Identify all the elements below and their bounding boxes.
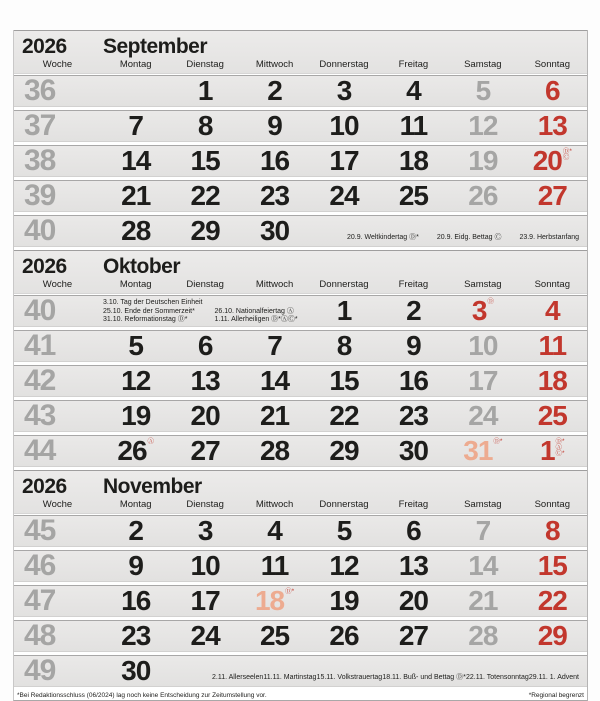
week-number: 44 bbox=[24, 434, 56, 467]
holiday-markers bbox=[556, 439, 565, 457]
day-number: 2 bbox=[128, 515, 143, 546]
day-number: 21 bbox=[259, 400, 290, 431]
day-number: 14 bbox=[121, 145, 151, 176]
week-row bbox=[14, 330, 587, 362]
day-number: 22 bbox=[190, 180, 220, 211]
week-column-header: Woche bbox=[42, 59, 73, 70]
day-number: 20 bbox=[532, 145, 562, 176]
day-number: 15 bbox=[329, 365, 359, 396]
week-row bbox=[14, 515, 587, 547]
day-number: 16 bbox=[398, 365, 428, 396]
day-cell bbox=[101, 181, 170, 211]
year-label: 2026 bbox=[22, 475, 67, 498]
day-cell bbox=[379, 331, 448, 361]
day-cell bbox=[448, 331, 517, 361]
month-header bbox=[14, 30, 587, 74]
day-cell bbox=[309, 516, 378, 546]
holiday-marker-icon: Ⓒ* bbox=[555, 450, 565, 457]
day-header: Dienstag bbox=[186, 59, 224, 70]
day-cell bbox=[101, 146, 170, 176]
month-header bbox=[14, 250, 587, 294]
holiday-marker-icon: Ⓓ* bbox=[493, 438, 503, 445]
day-header: Mittwoch bbox=[255, 59, 294, 70]
day-header: Mittwoch bbox=[255, 279, 294, 290]
day-cell bbox=[518, 111, 587, 141]
holiday-note: 18.11. Buß- und Bettag Ⓓ* bbox=[382, 674, 466, 682]
week-row bbox=[14, 295, 587, 327]
holiday-note: 26.10. Nationalfeiertag Ⓐ bbox=[214, 307, 294, 315]
day-header: Dienstag bbox=[186, 499, 224, 510]
holiday-markers bbox=[487, 299, 494, 305]
month-section-november bbox=[14, 470, 587, 687]
day-header: Freitag bbox=[398, 499, 429, 510]
day-cell bbox=[309, 551, 378, 581]
day-number: 8 bbox=[544, 515, 560, 546]
day-cell bbox=[240, 621, 309, 651]
holiday-notes bbox=[103, 299, 298, 325]
week-number: 45 bbox=[24, 514, 56, 547]
day-number: 12 bbox=[121, 365, 151, 396]
holiday-marker-icon: Ⓐ bbox=[555, 444, 563, 451]
day-number: 9 bbox=[128, 550, 143, 581]
day-cell bbox=[448, 586, 517, 616]
day-number: 18 bbox=[398, 145, 428, 176]
day-number: 26 bbox=[468, 180, 498, 211]
day-cell bbox=[448, 401, 517, 431]
day-number: 7 bbox=[267, 330, 282, 361]
day-cell bbox=[518, 331, 587, 361]
day-cell bbox=[170, 331, 239, 361]
day-cell bbox=[101, 331, 170, 361]
day-number: 28 bbox=[121, 215, 151, 246]
day-number: 15 bbox=[190, 145, 220, 176]
day-number: 9 bbox=[267, 110, 282, 141]
month-name: November bbox=[103, 475, 202, 498]
day-header: Montag bbox=[119, 279, 152, 290]
day-cell bbox=[309, 181, 378, 211]
day-number: 16 bbox=[121, 585, 151, 616]
day-number: 22 bbox=[537, 585, 567, 616]
day-number: 23 bbox=[259, 180, 290, 211]
footer-disclaimer: *Bei Redaktionsschluss (06/2024) lag noch keine Entscheidung zur Zeitumstellung vor. bbox=[17, 691, 267, 699]
day-cell bbox=[170, 551, 239, 581]
day-cell bbox=[379, 76, 448, 106]
day-cell bbox=[101, 516, 170, 546]
day-cell bbox=[170, 436, 239, 466]
day-number: 28 bbox=[468, 620, 498, 651]
day-number: 28 bbox=[259, 435, 290, 466]
day-number: 2 bbox=[267, 75, 282, 106]
day-cell bbox=[518, 76, 587, 106]
week-number: 43 bbox=[24, 399, 56, 432]
day-number: 6 bbox=[544, 75, 560, 106]
day-cell bbox=[379, 146, 448, 176]
week-number: 42 bbox=[24, 364, 56, 397]
day-cell bbox=[309, 366, 378, 396]
month-name: Oktober bbox=[103, 255, 181, 278]
day-header: Sonntag bbox=[534, 499, 570, 510]
holiday-notes bbox=[347, 234, 579, 243]
holiday-note: 22.11. Totensonntag bbox=[465, 674, 529, 682]
day-number: 3 bbox=[471, 295, 487, 326]
month-header bbox=[14, 470, 587, 514]
holiday-note: 23.9. Herbstanfang bbox=[519, 234, 579, 242]
day-cell bbox=[448, 436, 517, 466]
holiday-notes bbox=[212, 674, 579, 683]
day-cell bbox=[448, 146, 517, 176]
day-number: 20 bbox=[190, 400, 220, 431]
day-number: 5 bbox=[128, 330, 143, 361]
day-number: 4 bbox=[267, 515, 282, 546]
day-number: 29 bbox=[537, 620, 567, 651]
day-cell bbox=[448, 621, 517, 651]
day-cell bbox=[170, 516, 239, 546]
day-cell bbox=[379, 296, 448, 326]
week-row bbox=[14, 400, 587, 432]
day-number: 17 bbox=[329, 145, 359, 176]
day-cell bbox=[518, 621, 587, 651]
week-row bbox=[14, 75, 587, 107]
day-cell bbox=[309, 436, 378, 466]
day-number: 12 bbox=[329, 550, 359, 581]
day-cell bbox=[309, 76, 378, 106]
day-cell bbox=[101, 216, 170, 246]
day-number: 8 bbox=[336, 330, 352, 361]
day-number: 11 bbox=[538, 330, 567, 361]
calendar-footer bbox=[14, 690, 587, 700]
day-cell bbox=[101, 551, 170, 581]
day-cell bbox=[101, 436, 170, 466]
day-cell bbox=[518, 296, 587, 326]
day-number: 7 bbox=[475, 515, 491, 546]
day-number: 10 bbox=[468, 330, 498, 361]
day-cell bbox=[448, 76, 517, 106]
day-cell bbox=[448, 366, 517, 396]
month-header-top bbox=[14, 251, 587, 279]
day-cell bbox=[240, 436, 309, 466]
holiday-marker-icon: Ⓓ* bbox=[562, 148, 572, 155]
day-cell bbox=[518, 436, 587, 466]
day-cell bbox=[240, 366, 309, 396]
day-number: 11 bbox=[260, 550, 289, 581]
day-cell bbox=[379, 551, 448, 581]
day-header-row bbox=[14, 59, 587, 70]
day-cell bbox=[170, 146, 239, 176]
holiday-markers bbox=[285, 589, 294, 595]
day-number: 30 bbox=[259, 215, 290, 246]
week-row bbox=[14, 145, 587, 177]
day-number: 25 bbox=[537, 400, 567, 431]
day-cell bbox=[170, 401, 239, 431]
day-cell bbox=[240, 401, 309, 431]
day-cell bbox=[101, 366, 170, 396]
day-number: 27 bbox=[398, 620, 428, 651]
three-month-calendar bbox=[13, 30, 588, 701]
day-number: 11 bbox=[399, 110, 428, 141]
day-cell bbox=[448, 516, 517, 546]
day-header: Montag bbox=[119, 499, 152, 510]
day-number: 31 bbox=[463, 435, 493, 466]
day-number: 26 bbox=[117, 435, 147, 466]
week-column-header: Woche bbox=[42, 279, 73, 290]
holiday-note: 11.11. Martinstag bbox=[263, 674, 317, 682]
day-number: 17 bbox=[190, 585, 220, 616]
day-cell bbox=[518, 551, 587, 581]
day-number: 14 bbox=[468, 550, 498, 581]
holiday-note: 20.9. Eidg. Bettag Ⓒ bbox=[436, 234, 502, 242]
holiday-marker-icon: Ⓓ* bbox=[285, 588, 295, 595]
day-cell bbox=[101, 621, 170, 651]
day-number: 10 bbox=[329, 110, 359, 141]
day-cell bbox=[379, 436, 448, 466]
day-number: 17 bbox=[468, 365, 498, 396]
day-number: 24 bbox=[190, 620, 220, 651]
day-number: 9 bbox=[406, 330, 421, 361]
day-cell bbox=[518, 586, 587, 616]
week-number: 46 bbox=[24, 549, 56, 582]
day-number: 21 bbox=[468, 585, 498, 616]
day-number: 13 bbox=[537, 110, 567, 141]
holiday-marker-icon: Ⓐ bbox=[147, 438, 155, 445]
day-cell bbox=[518, 516, 587, 546]
day-header: Dienstag bbox=[186, 279, 224, 290]
week-column-header: Woche bbox=[42, 499, 73, 510]
week-row bbox=[14, 620, 587, 652]
day-header: Freitag bbox=[398, 279, 429, 290]
holiday-notes-column bbox=[215, 308, 298, 325]
day-number: 18 bbox=[254, 585, 285, 616]
day-number: 7 bbox=[128, 110, 143, 141]
day-number: 3 bbox=[197, 515, 213, 546]
day-cell bbox=[309, 401, 378, 431]
week-row bbox=[14, 550, 587, 582]
holiday-note: 1.11. Allerheiligen Ⓓ*ⒶⒸ* bbox=[214, 316, 298, 324]
day-number: 8 bbox=[197, 110, 213, 141]
day-cell bbox=[240, 181, 309, 211]
day-cell bbox=[240, 551, 309, 581]
day-number: 3 bbox=[336, 75, 352, 106]
day-number: 30 bbox=[121, 655, 151, 686]
day-number: 25 bbox=[398, 180, 428, 211]
week-number: 41 bbox=[24, 329, 56, 362]
day-cell bbox=[309, 146, 378, 176]
month-header-top bbox=[14, 471, 587, 499]
day-number: 12 bbox=[468, 110, 498, 141]
day-number: 26 bbox=[329, 620, 359, 651]
day-header: Montag bbox=[119, 59, 152, 70]
day-cell bbox=[170, 366, 239, 396]
holiday-note: 31.10. Reformationstag Ⓓ* bbox=[103, 316, 188, 324]
day-header: Samstag bbox=[464, 59, 502, 70]
holiday-marker-icon: Ⓓ bbox=[487, 298, 494, 305]
day-cell bbox=[309, 621, 378, 651]
week-row bbox=[14, 655, 587, 687]
day-header-row bbox=[14, 279, 587, 290]
day-number: 22 bbox=[329, 400, 359, 431]
holiday-marker-icon: Ⓓ* bbox=[555, 438, 565, 445]
day-header: Donnerstag bbox=[319, 59, 369, 70]
day-cell bbox=[448, 551, 517, 581]
day-cell bbox=[448, 296, 517, 326]
day-number: 23 bbox=[398, 400, 428, 431]
holiday-marker-icon: Ⓒ bbox=[562, 154, 570, 161]
day-header: Donnerstag bbox=[319, 279, 369, 290]
day-cell bbox=[240, 146, 309, 176]
day-cell bbox=[518, 181, 587, 211]
holiday-markers bbox=[493, 439, 502, 445]
day-cell bbox=[309, 111, 378, 141]
day-number: 13 bbox=[398, 550, 428, 581]
day-number: 1 bbox=[336, 295, 352, 326]
day-header: Sonntag bbox=[534, 59, 570, 70]
week-number: 38 bbox=[24, 144, 56, 177]
day-header: Samstag bbox=[464, 499, 502, 510]
week-row bbox=[14, 180, 587, 212]
day-number: 27 bbox=[190, 435, 220, 466]
day-cell bbox=[240, 76, 309, 106]
year-label: 2026 bbox=[22, 255, 67, 278]
day-cell bbox=[170, 76, 239, 106]
day-cell bbox=[101, 401, 170, 431]
week-number: 47 bbox=[24, 584, 56, 617]
day-number: 18 bbox=[537, 365, 567, 396]
year-label: 2026 bbox=[22, 35, 67, 58]
day-cell bbox=[240, 516, 309, 546]
day-cell bbox=[379, 516, 448, 546]
month-header-top bbox=[14, 31, 587, 59]
day-cell bbox=[448, 111, 517, 141]
day-cell bbox=[240, 216, 309, 246]
week-number: 48 bbox=[24, 619, 56, 652]
holiday-note: 29.11. 1. Advent bbox=[528, 674, 579, 682]
day-cell bbox=[379, 111, 448, 141]
day-number: 6 bbox=[197, 330, 213, 361]
day-number: 30 bbox=[398, 435, 428, 466]
day-number: 1 bbox=[539, 435, 555, 466]
day-number: 1 bbox=[197, 75, 213, 106]
day-number: 27 bbox=[537, 180, 567, 211]
day-cell bbox=[240, 586, 309, 616]
day-number: 24 bbox=[468, 400, 498, 431]
day-number: 19 bbox=[121, 400, 151, 431]
day-cell bbox=[309, 586, 378, 616]
day-cell bbox=[170, 111, 239, 141]
day-number: 21 bbox=[121, 180, 151, 211]
holiday-markers bbox=[148, 439, 155, 445]
day-number: 13 bbox=[190, 365, 220, 396]
day-number: 14 bbox=[259, 365, 290, 396]
day-header: Samstag bbox=[464, 279, 502, 290]
week-number: 36 bbox=[24, 74, 56, 107]
day-number: 29 bbox=[190, 215, 220, 246]
holiday-note: 25.10. Ende der Sommerzeit* bbox=[103, 307, 195, 315]
day-number: 10 bbox=[190, 550, 220, 581]
day-number: 24 bbox=[329, 180, 359, 211]
day-number: 4 bbox=[406, 75, 421, 106]
day-cell bbox=[379, 621, 448, 651]
week-number: 37 bbox=[24, 109, 56, 142]
month-section-oktober bbox=[14, 250, 587, 467]
day-cell bbox=[518, 146, 587, 176]
day-cell bbox=[309, 331, 378, 361]
day-cell bbox=[101, 111, 170, 141]
week-number: 39 bbox=[24, 179, 56, 212]
day-cell bbox=[170, 216, 239, 246]
day-cell bbox=[170, 586, 239, 616]
day-number: 5 bbox=[475, 75, 491, 106]
day-number: 4 bbox=[544, 295, 560, 326]
day-cell bbox=[518, 401, 587, 431]
holiday-note: 15.11. Volkstrauertag bbox=[316, 674, 383, 682]
week-number: 49 bbox=[24, 654, 56, 687]
month-section-september bbox=[14, 30, 587, 247]
day-cell bbox=[240, 111, 309, 141]
day-header: Freitag bbox=[398, 59, 429, 70]
day-number: 29 bbox=[329, 435, 359, 466]
day-cell bbox=[448, 181, 517, 211]
month-name: September bbox=[103, 35, 208, 58]
holiday-notes-column bbox=[103, 299, 203, 325]
day-cell bbox=[379, 586, 448, 616]
week-row bbox=[14, 215, 587, 247]
week-number: 40 bbox=[24, 214, 56, 247]
day-cell bbox=[518, 366, 587, 396]
day-cell bbox=[379, 401, 448, 431]
week-number: 40 bbox=[24, 294, 56, 327]
day-cell bbox=[101, 656, 170, 686]
day-number: 19 bbox=[468, 145, 498, 176]
day-number: 15 bbox=[537, 550, 567, 581]
day-number: 6 bbox=[406, 515, 421, 546]
day-header: Mittwoch bbox=[255, 499, 294, 510]
holiday-markers bbox=[563, 149, 572, 161]
day-number: 5 bbox=[336, 515, 352, 546]
day-cell bbox=[379, 181, 448, 211]
day-cell bbox=[170, 621, 239, 651]
week-row bbox=[14, 365, 587, 397]
day-cell bbox=[170, 181, 239, 211]
day-header-row bbox=[14, 499, 587, 510]
day-cell bbox=[101, 586, 170, 616]
footer-regional-note: *Regional begrenzt bbox=[528, 691, 584, 699]
week-row bbox=[14, 585, 587, 617]
day-cell bbox=[309, 296, 378, 326]
day-number: 19 bbox=[329, 585, 359, 616]
day-cell bbox=[240, 331, 309, 361]
holiday-note: 2.11. Allerseelen bbox=[212, 674, 264, 682]
holiday-note: 20.9. Weltkindertag Ⓓ* bbox=[346, 234, 419, 242]
day-cell bbox=[379, 366, 448, 396]
day-cell bbox=[101, 76, 170, 106]
day-header: Donnerstag bbox=[319, 499, 369, 510]
holiday-note: 3.10. Tag der Deutschen Einheit bbox=[103, 299, 203, 306]
day-number: 16 bbox=[259, 145, 290, 176]
day-number: 20 bbox=[398, 585, 428, 616]
week-row bbox=[14, 435, 587, 467]
day-number: 25 bbox=[259, 620, 290, 651]
week-row bbox=[14, 110, 587, 142]
day-number: 2 bbox=[406, 295, 421, 326]
day-number: 23 bbox=[121, 620, 151, 651]
day-header: Sonntag bbox=[534, 279, 570, 290]
